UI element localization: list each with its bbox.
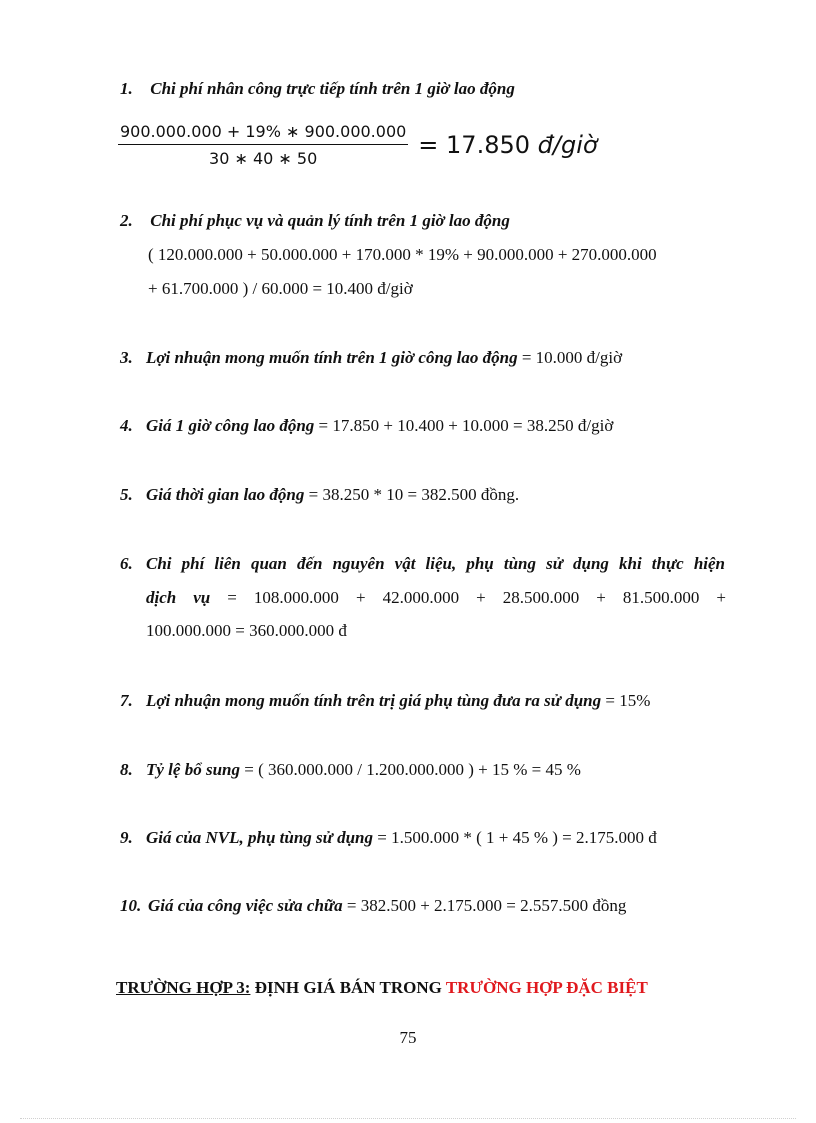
item-heading-continued: dịch vụ [146,588,211,607]
page-edge-divider [20,1118,796,1119]
item-3 [120,342,725,374]
item-value: = ( 360.000.000 / 1.200.000.000 ) + 15 % = 45 % [239,760,581,779]
item-4 [120,410,725,442]
section-heading [116,978,648,998]
fraction-denominator: 30 ∗ 40 ∗ 50 [209,149,318,168]
item-value: = 15% [601,691,651,710]
item-heading: Giá 1 giờ công lao động [146,416,315,435]
item-number: 7. [120,691,133,710]
item-7 [120,685,725,717]
item-2 [120,205,725,237]
formula-result-value: = 17.850 [418,131,538,159]
page-number: 75 [399,1028,417,1047]
item-8 [120,754,725,786]
section-title: ĐỊNH GIÁ BÁN TRONG [250,978,446,997]
item-heading: Lợi nhuận mong muốn tính trên trị giá phụ tùng đưa ra sử dụng [146,691,602,710]
item-value: = 108.000.000 + 42.000.000 + 28.500.000 + 81.500.000 + [210,588,726,607]
item-heading: Chi phí nhân công trực tiếp tính trên 1 giờ lao động [150,79,515,98]
section-highlight: TRƯỜNG HỢP ĐẶC BIỆT [445,978,648,997]
item-number: 3. [120,348,133,367]
item-number: 5. [120,485,133,504]
item-value: = 10.000 đ/giờ [517,348,623,367]
item-heading: Lợi nhuận mong muốn tính trên 1 giờ công lao động [146,348,518,367]
item-heading: Giá của công việc sửa chữa [148,896,343,915]
fraction [118,122,408,168]
item-9 [120,822,725,854]
item-number: 1. [120,79,133,98]
item-value: = 382.500 + 2.175.000 = 2.557.500 đồng [342,896,627,915]
item-value: = 38.250 * 10 = 382.500 đồng. [304,485,520,504]
item-2-line-1: ( 120.000.000 + 50.000.000 + 170.000 * 19% + 90.000.000 + 270.000.000 [148,245,657,264]
item-number: 8. [120,760,133,779]
formula-result-unit: đ/giờ [537,131,598,159]
labor-cost-formula [118,122,598,168]
item-heading: Chi phí liên quan đến nguyên vật liệu, phụ tùng sử dụng khi thực hiện [146,554,725,573]
item-number: 2. [120,211,133,230]
item-heading: Giá thời gian lao động [146,485,305,504]
item-number: 6. [120,554,133,573]
item-heading: Giá của NVL, phụ tùng sử dụng [146,828,374,847]
item-6 [120,548,725,580]
item-5 [120,479,725,511]
formula-result [418,131,597,159]
item-10 [120,890,725,922]
item-value: = 1.500.000 * ( 1 + 45 % ) = 2.175.000 đ [373,828,657,847]
item-2-line-2: + 61.700.000 ) / 60.000 = 10.400 đ/giờ [148,279,413,298]
item-heading: Tỷ lệ bổ sung [146,760,240,779]
section-prefix: TRƯỜNG HỢP 3: [116,978,251,997]
item-number: 10. [120,896,142,915]
item-number: 4. [120,416,133,435]
item-1 [120,73,725,105]
item-6-line-3: 100.000.000 = 360.000.000 đ [146,621,347,640]
item-heading: Chi phí phục vụ và quản lý tính trên 1 giờ lao động [150,211,510,230]
item-6-line-2 [146,582,726,614]
item-number: 9. [120,828,133,847]
item-value: = 17.850 + 10.400 + 10.000 = 38.250 đ/giờ [314,416,614,435]
fraction-numerator: 900.000.000 + 19% ∗ 900.000.000 [118,122,408,145]
